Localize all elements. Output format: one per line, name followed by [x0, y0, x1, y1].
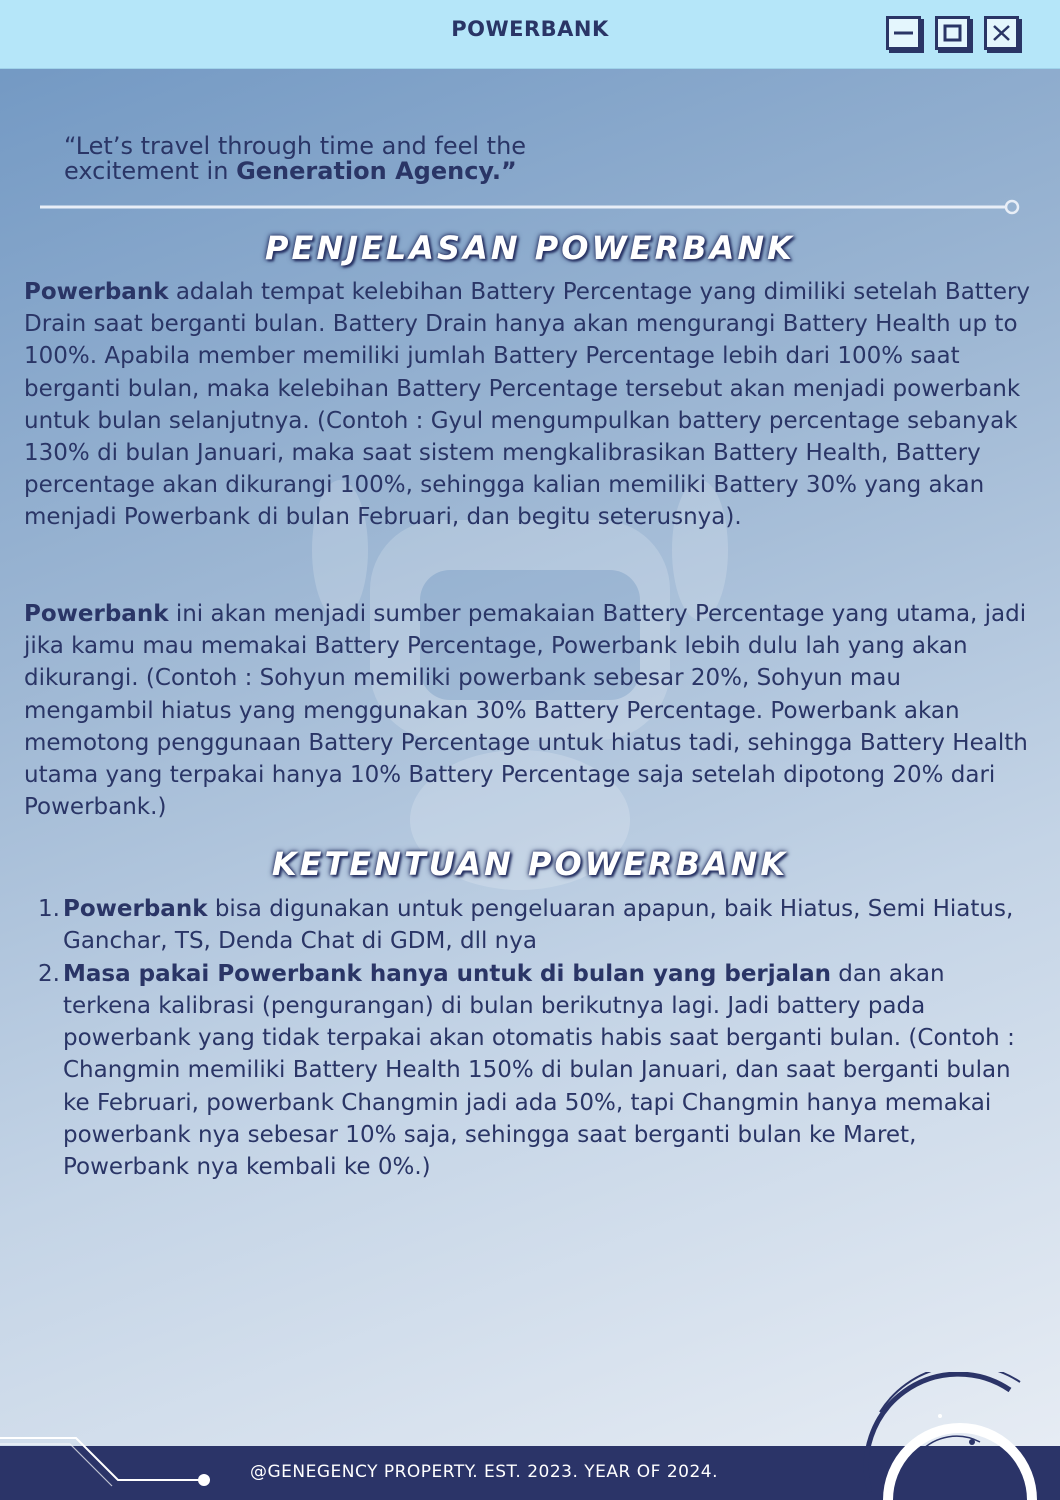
quote-line-2 [64, 159, 624, 184]
list-item-text: dan akan terkena kalibrasi (pengurangan) di bulan berikutnya lagi. Jadi battery pada powerbank yang tidak terpakai akan otomatis habis saat berganti bulan. (Contoh : Changmin memiliki Battery Health 150% di bulan Januari, dan saat berganti bulan ke Februari, powerbank Changmin jadi ada 50%, tapi Changmin hanya memakai powerbank nya sebesar 10% saja, sehingga saat berganti bulan ke Maret, Powerbank nya kembali ke 0%.) [63, 960, 1015, 1181]
circle-ring-decoration [860, 1372, 1060, 1500]
paragraph-2-text: ini akan menjadi sumber pemakaian Battery Percentage yang utama, jadi jika kamu mau memakai Battery Percentage, Powerbank lebih dulu lah yang akan dikurangi. (Contoh : Sohyun memiliki powerbank sebesar 20%, Sohyun mau mengambil hiatus yang menggunakan 30% Battery Percentage. Powerbank akan memotong penggunaan Battery Percentage untuk hiatus tadi, sehingga Battery Health utama yang terpakai hanya 10% Battery Percentage saja setelah dipotong 20% dari Powerbank.) [24, 601, 1028, 821]
quote-brand: Generation Agency.” [236, 157, 517, 185]
list-item-number: 2. [38, 960, 60, 987]
list-item [38, 958, 1038, 1184]
section-heading-ketentuan: KETENTUAN POWERBANK [271, 845, 789, 883]
window-title: POWERBANK [451, 17, 609, 41]
paragraph-1-bold: Powerbank [24, 279, 169, 305]
list-item-bold: Powerbank [63, 896, 208, 922]
tagline-quote [64, 134, 624, 184]
list-item-number: 1. [38, 896, 60, 922]
maximize-button[interactable] [935, 16, 970, 50]
minimize-button[interactable] [886, 16, 921, 50]
quote-line-1: “Let’s travel through time and feel the [64, 132, 527, 160]
window-titlebar [0, 0, 1060, 69]
maximize-icon [938, 19, 967, 47]
footer-copyright: @GENEGENCY PROPERTY. EST. 2023. YEAR OF 2024. [250, 1462, 718, 1482]
list-item-bold: Masa pakai Powerbank hanya untuk di bulan yang berjalan [63, 960, 831, 987]
ketentuan-list [38, 893, 1038, 1184]
quote-prefix: excitement in [64, 157, 237, 185]
close-button[interactable] [984, 16, 1019, 50]
close-icon [987, 19, 1016, 47]
list-item-text: bisa digunakan untuk pengeluaran apapun, baik Hiatus, Semi Hiatus, Ganchar, TS, Denda Chat di GDM, dll nya [63, 896, 1014, 955]
paragraph-2-bold: Powerbank [24, 601, 169, 627]
circuit-line-decoration [0, 1430, 220, 1500]
minimize-icon [889, 19, 918, 47]
paragraph-penjelasan-2 [24, 598, 1036, 823]
paragraph-1-text: adalah tempat kelebihan Battery Percentage yang dimiliki setelah Battery Drain saat berganti bulan. Battery Drain hanya akan mengurangi Battery Health up to 100%. Apabila member memiliki jumlah Battery Percentage lebih dari 100% saat berganti bulan, maka kelebihan Battery Percentage tersebut akan menjadi powerbank untuk bulan selanjutnya. (Contoh : Gyul mengumpulkan battery percentage sebanyak 130% di bulan Januari, maka saat sistem mengkalibrasikan Battery Health, Battery percentage akan dikurangi 100%, sehingga kalian memiliki Battery 30% yang akan menjadi Powerbank di bulan Februari, dan begitu seterusnya). [24, 279, 1031, 531]
list-item [38, 893, 1038, 958]
section-heading-penjelasan: PENJELASAN POWERBANK [265, 229, 795, 267]
paragraph-penjelasan-1 [24, 276, 1036, 534]
quote-divider [40, 198, 1022, 216]
